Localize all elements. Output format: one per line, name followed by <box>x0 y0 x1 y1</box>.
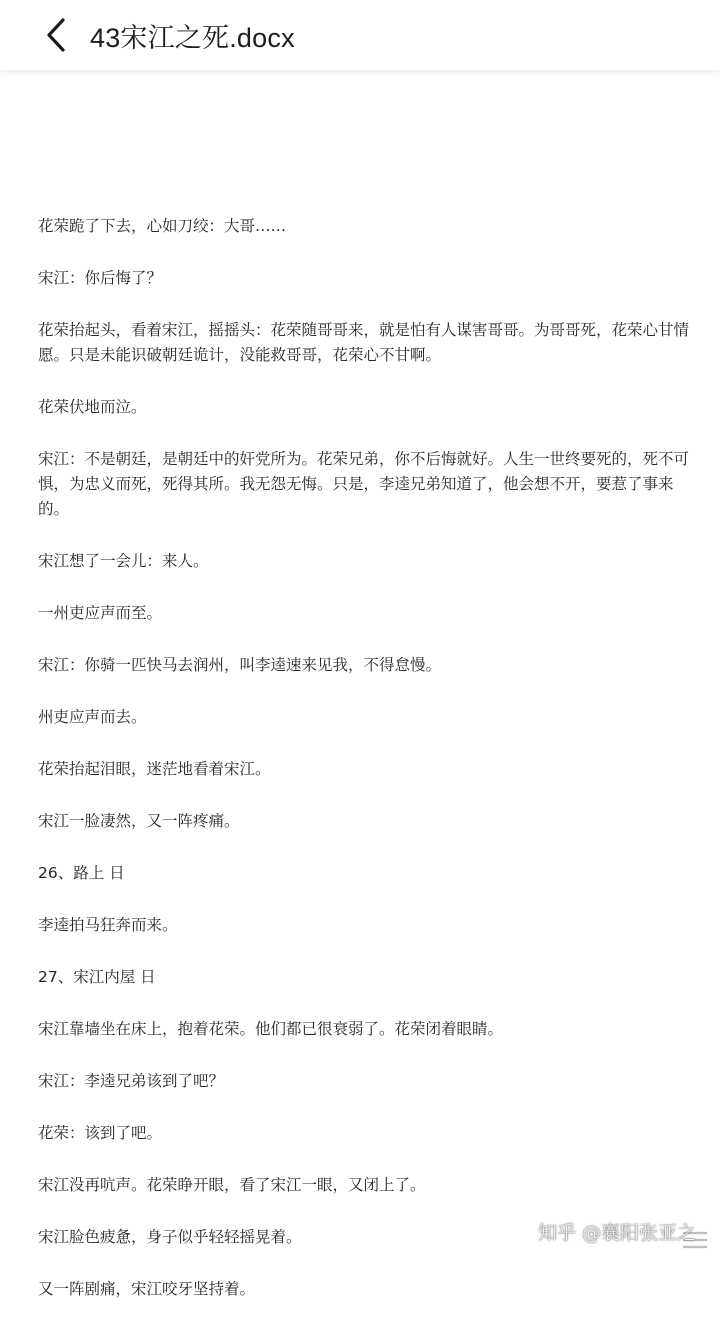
paragraph: 花荣伏地而泣。 <box>38 398 147 416</box>
paragraph: 李逵拍马狂奔而来。 <box>38 916 178 934</box>
paragraph: 宋江：你后悔了？ <box>38 269 163 287</box>
paragraph: 花荣抬起泪眼，迷茫地看着宋江。 <box>38 760 271 778</box>
paragraph: 宋江靠墙坐在床上，抱着花荣。他们都已很衰弱了。花荣闭着眼睛。 <box>38 1020 504 1038</box>
paragraph: 宋江没再吭声。花荣睁开眼，看了宋江一眼，又闭上了。 <box>38 1176 426 1194</box>
scene-heading: 27、宋江内屋 日 <box>38 968 156 986</box>
chevron-left-icon <box>45 17 67 53</box>
paragraph: 花荣：该到了吧。 <box>38 1124 163 1142</box>
paragraph: 宋江一脸凄然，又一阵疼痛。 <box>38 812 240 830</box>
top-bar <box>0 0 720 70</box>
paragraph: 一州吏应声而至。 <box>38 604 163 622</box>
paragraph: 宋江想了一会儿：来人。 <box>38 552 209 570</box>
paragraph: 又一阵剧痛，宋江咬牙坚持着。 <box>38 1280 256 1298</box>
paragraph: 宋江：不是朝廷，是朝廷中的奸党所为。花荣兄弟，你不后悔就好。人生一世终要死的，死不可惧，为忠义而死，死得其所。我无怨无悔。只是，李逵兄弟知道了，他会想不开，要惹了事来的。 <box>38 450 690 518</box>
paragraph: 花荣跪了下去，心如刀绞：大哥…… <box>38 217 287 235</box>
watermark: 知乎 @襄阳张亚之 <box>537 1222 696 1244</box>
back-button[interactable] <box>36 15 76 55</box>
document-body[interactable] <box>38 214 698 1329</box>
paragraph: 宋江：李逵兄弟该到了吧？ <box>38 1072 225 1090</box>
paragraph: 宋江：你骑一匹快马去润州，叫李逵速来见我，不得怠慢。 <box>38 656 442 674</box>
paragraph: 花荣抬起头，看着宋江，摇摇头：花荣随哥哥来，就是怕有人谋害哥哥。为哥哥死，花荣心甘情愿。只是未能识破朝廷诡计，没能救哥哥，花荣心不甘啊。 <box>38 321 690 364</box>
document-title: 43宋江之死.docx <box>90 22 295 53</box>
scene-heading: 26、路上 日 <box>38 864 125 882</box>
paragraph: 宋江脸色疲惫，身子似乎轻轻摇晃着。 <box>38 1228 302 1246</box>
paragraph: 州吏应声而去。 <box>38 708 147 726</box>
